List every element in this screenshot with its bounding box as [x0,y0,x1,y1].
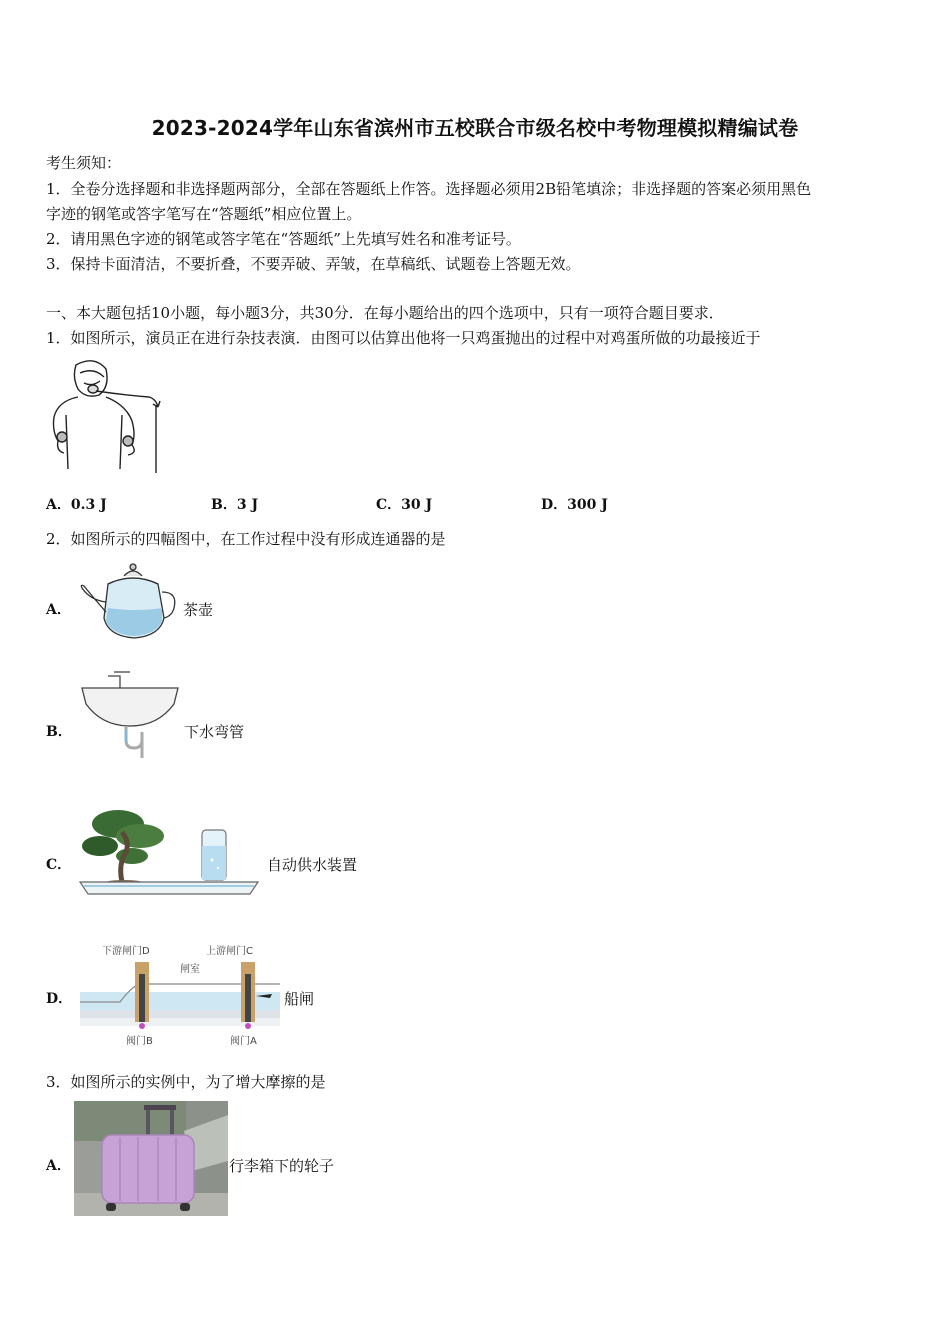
notice-heading: 考生须知： [46,154,122,172]
question-1-option-b[interactable]: B．3 J [211,497,259,513]
sink-trap-icon [78,670,182,758]
lock-label-gate-d: 下游闸门D [102,946,150,957]
luggage-photo [74,1101,228,1216]
question-2-option-a-letter[interactable]: A． [46,602,71,618]
question-3-option-a-label: 行李箱下的轮子 [229,1157,335,1175]
notice-item-3: 3．保持卡面清洁，不要折叠，不要弄破、弄皱，在草稿纸、试题卷上答题无效。 [46,255,581,273]
question-2-option-b-letter[interactable]: B． [46,724,72,740]
notice-item-2: 2．请用黑色字迹的钢笔或答字笔在“答题纸”上先填写姓名和准考证号。 [46,230,521,248]
question-2-option-c-label: 自动供水装置 [267,856,358,874]
question-3-option-a-letter[interactable]: A． [46,1158,71,1174]
question-1-stem: 1．如图所示，演员正在进行杂技表演．由图可以估算出他将一只鸡蛋抛出的过程中对鸡蛋所做的功最接近于 [46,329,761,347]
teapot-icon [78,562,180,642]
question-2-option-d-label: 船闸 [284,990,315,1008]
question-2-option-a-label: 茶壶 [183,601,214,619]
question-2-option-c-letter[interactable]: C． [46,857,72,873]
question-3-stem: 3．如图所示的实例中，为了增大摩擦的是 [46,1073,326,1091]
lock-label-gate-c: 上游闸门C [206,946,253,957]
lock-label-chamber: 闸室 [180,964,200,975]
lock-label-valve-b: 阀门B [126,1036,153,1047]
page-title: 2023-2024学年山东省滨州市五校联合市级名校中考物理模拟精编试卷 [151,116,799,140]
question-2-option-d-letter[interactable]: D． [46,991,73,1007]
question-1-option-a[interactable]: A．0.3 J [46,497,107,513]
question-2-stem: 2．如图所示的四幅图中，在工作过程中没有形成连通器的是 [46,530,446,548]
notice-item-1-cont: 字迹的钢笔或答字笔写在“答题纸”相应位置上。 [46,205,362,223]
ship-lock-diagram [80,940,280,1048]
question-1-option-c[interactable]: C．30 J [376,497,433,513]
juggler-figure [44,355,169,475]
lock-label-valve-a: 阀门A [230,1036,257,1047]
question-2-option-b-label: 下水弯管 [184,723,245,741]
section-heading: 一、本大题包括10小题，每小题3分，共30分．在每小题给出的四个选项中，只有一项符合题目要求． [46,304,724,322]
question-1-option-d[interactable]: D．300 J [541,497,608,513]
bonsai-water-supply-icon [78,802,260,898]
notice-item-1: 1．全卷分选择题和非选择题两部分，全部在答题纸上作答。选择题必须用2B铅笔填涂；非选择题的答案必须用黑色 [46,180,812,198]
